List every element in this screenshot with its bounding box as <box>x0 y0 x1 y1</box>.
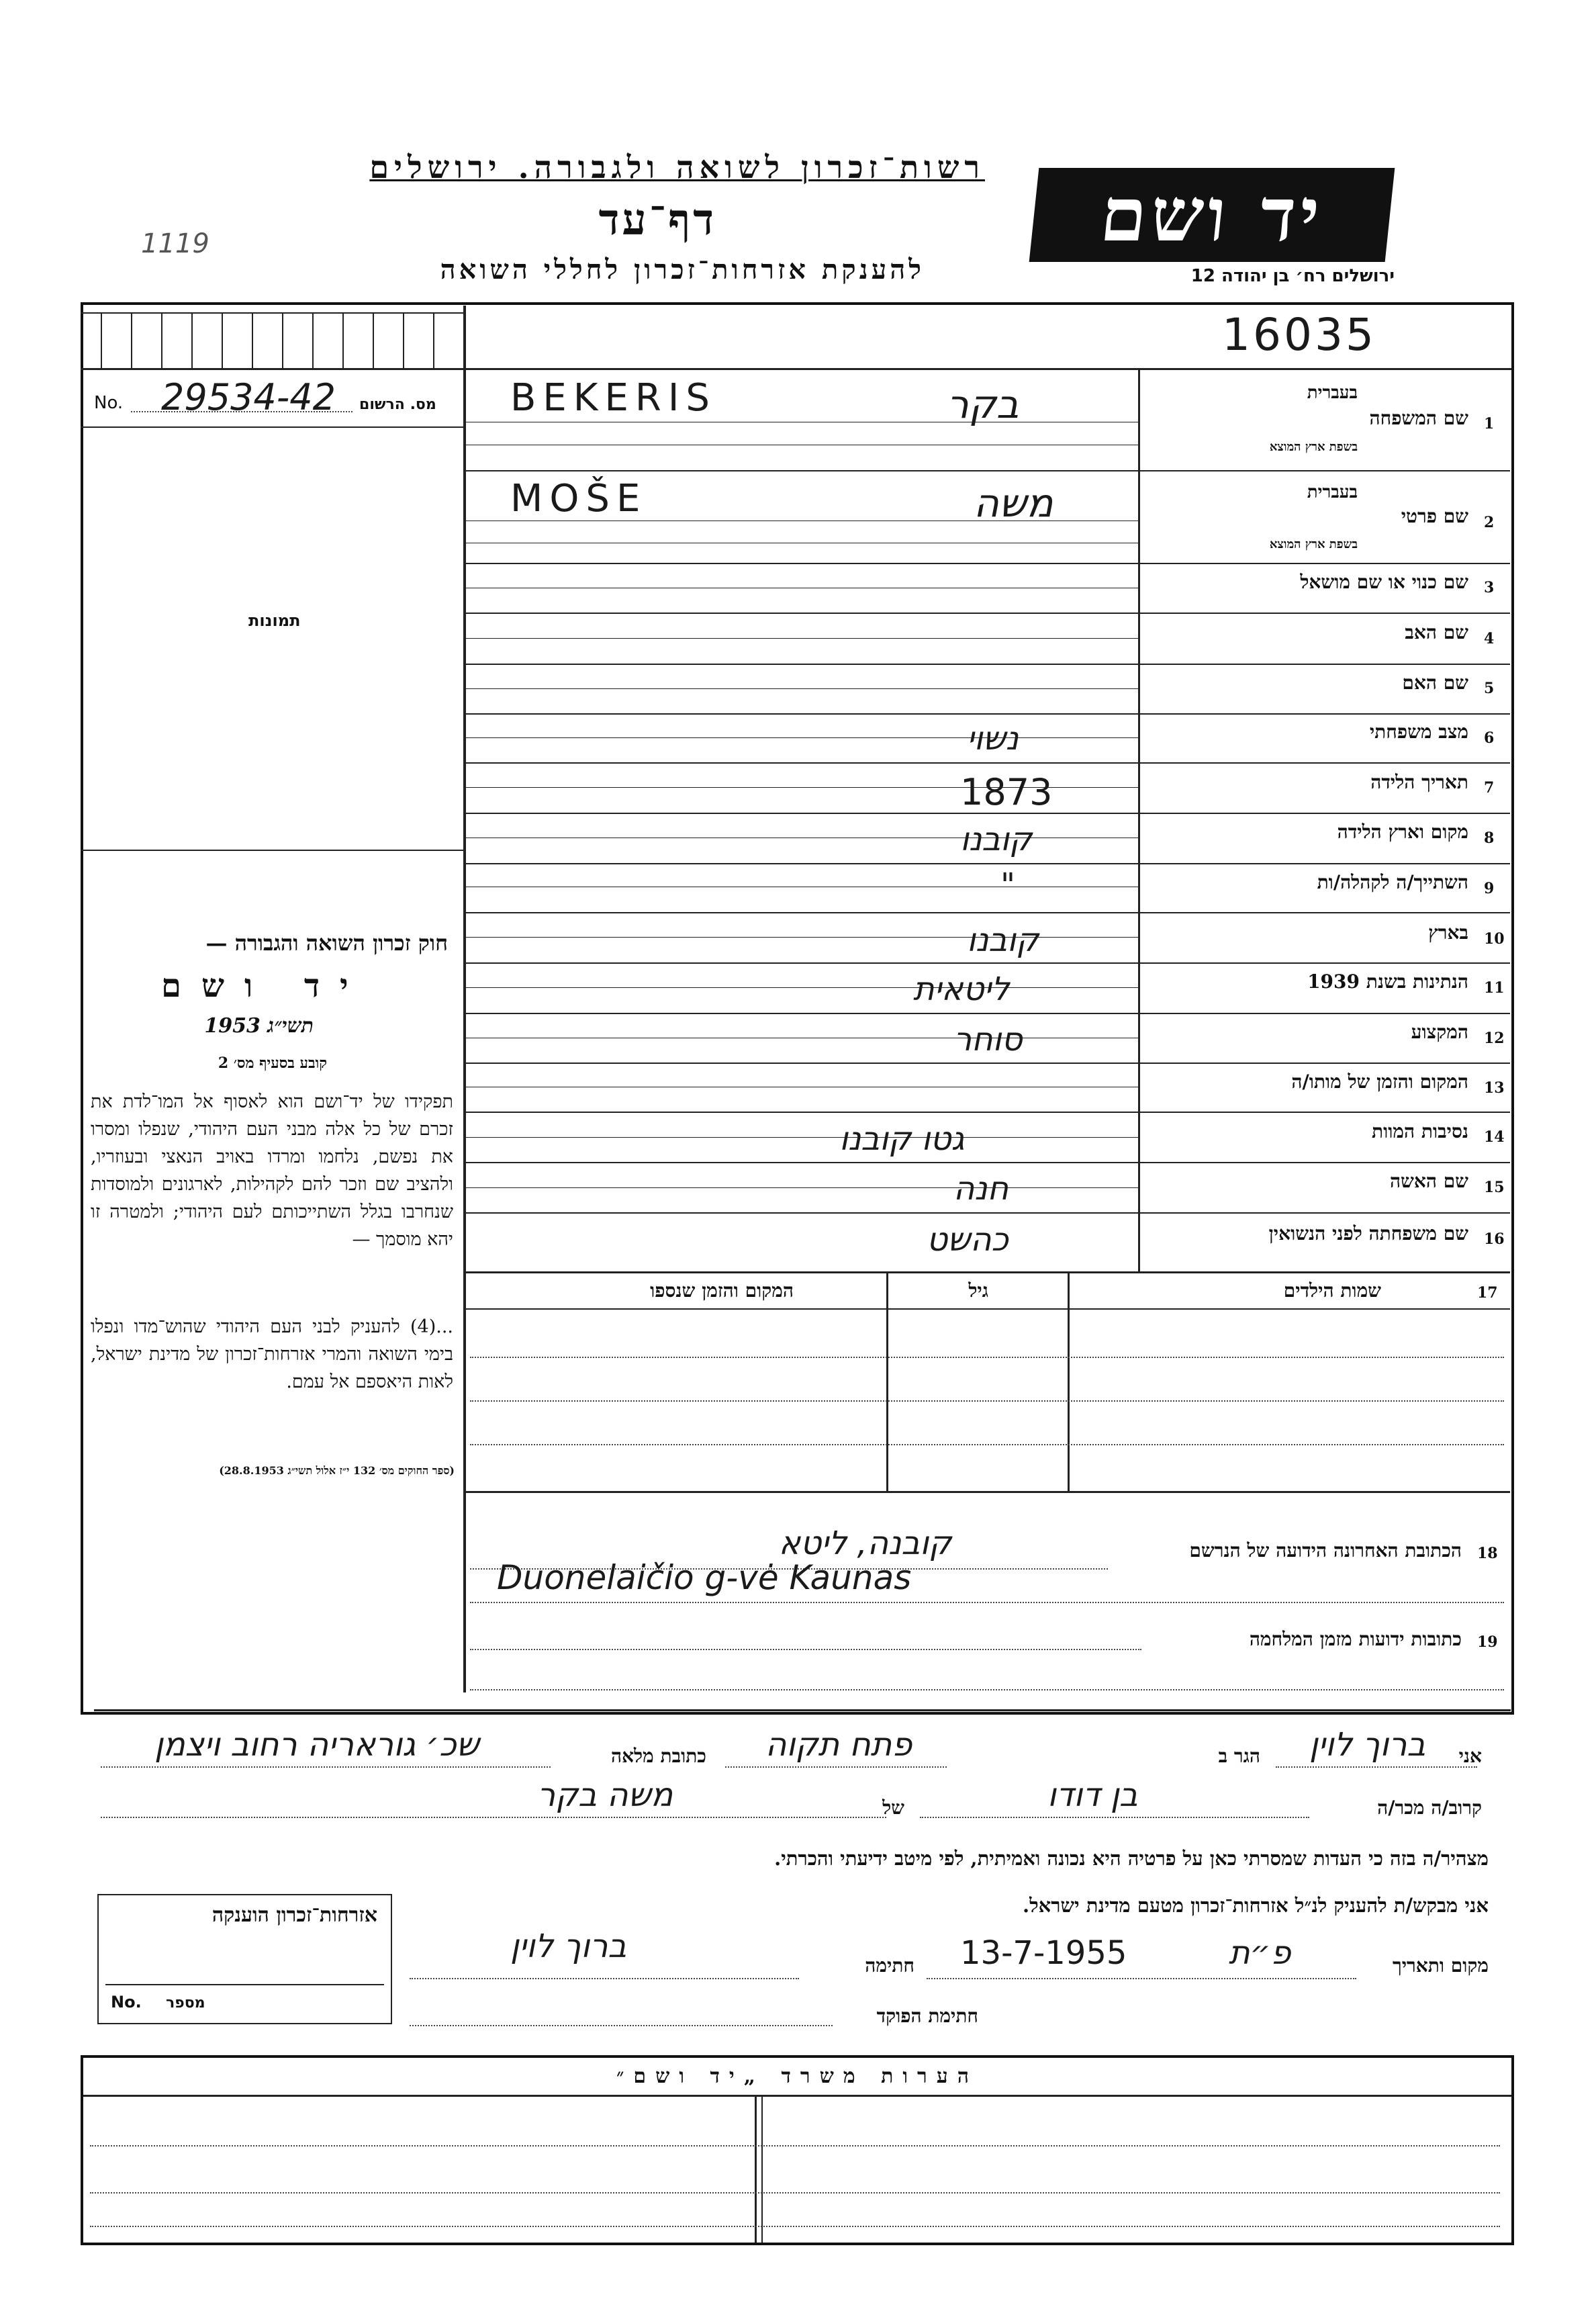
award-title: אזרחות־זכרון הוענקה <box>212 1903 377 1927</box>
field-number: 2 <box>1484 514 1495 531</box>
award-number-label: מספר <box>166 1995 205 2012</box>
field-number: 18 <box>1477 1545 1498 1562</box>
country-value: קובנו <box>967 921 1039 959</box>
wartime-address-label: כתובות ידועות מזמן המלחמה <box>1249 1628 1462 1650</box>
field-label-country: בארץ <box>1428 921 1468 944</box>
first-name-origin: MOŠE <box>510 477 647 521</box>
reg-no-label: No. <box>94 393 124 413</box>
award-box <box>97 1894 392 2024</box>
field-label-citizenship: הנתינות בשנת 1939 <box>1307 970 1468 993</box>
field-number: 4 <box>1484 630 1495 647</box>
office-remarks-title: הערות משרד „יד ושם״ <box>616 2065 979 2088</box>
law-title: חוק זכרון השואה והגבורה — <box>205 930 448 956</box>
declarant-signature: ברוך לוין <box>510 1928 627 1965</box>
law-name: יד ושם <box>161 967 369 1005</box>
place-value: פ״ת <box>1229 1934 1291 1972</box>
last-address-label: הכתובת האחרונה הידועה של הנרשם <box>1189 1539 1462 1562</box>
photo-label: תמונות <box>248 611 301 630</box>
field-sub-origin: בשפת ארץ המוצא <box>1269 440 1358 454</box>
field-number: 3 <box>1484 579 1495 596</box>
field-number: 16 <box>1484 1230 1505 1248</box>
family-name-hebrew: בקר <box>947 381 1019 427</box>
address-line: ירושלים רח׳ בן יהודה 12 <box>1190 266 1395 286</box>
family-name-origin: BEKERIS <box>510 376 716 420</box>
field-number: 6 <box>1484 729 1495 747</box>
field-number: 7 <box>1484 779 1495 797</box>
last-address-hebrew: קובנה, ליטא <box>779 1525 952 1562</box>
field-label-death-place-time: המקום והזמן של מותו/ה <box>1291 1071 1468 1093</box>
field-label-birthplace: מקום וארץ הלידה <box>1337 821 1468 843</box>
officer-signature-label: חתימת הפוקד <box>876 2005 978 2027</box>
field-number: 8 <box>1484 829 1495 847</box>
field-label: שם המשפחה <box>1369 407 1468 429</box>
reg-number-value: 29534-42 <box>161 376 336 418</box>
field-label-mother: שם האם <box>1402 672 1468 694</box>
children-age-header: גיל <box>968 1279 988 1302</box>
resides-label: הגר ב <box>1218 1745 1260 1767</box>
field-number: 12 <box>1484 1030 1505 1047</box>
full-address-value: שכ׳ גוראריה רחוב ויצמן <box>154 1726 479 1764</box>
first-name-hebrew: משה <box>974 480 1053 526</box>
wife-name-value: חנה <box>953 1170 1008 1208</box>
law-citation: (ספר החוקים מס׳ 132 י״ז אלול תשי״ג 28.8.1953) <box>219 1464 455 1477</box>
field-number: 1 <box>1484 415 1495 433</box>
relative-value: בן דודו <box>1047 1776 1138 1814</box>
side-mark: 1119 <box>141 228 209 259</box>
profession-value: סוחר <box>953 1021 1023 1058</box>
authority-title: רשות־זכרון לשואה ולגבורה. ירושלים <box>369 149 985 185</box>
declarant-name: ברוך לוין <box>1309 1726 1426 1764</box>
field-label-death-circumstances: נסיבות המוות <box>1372 1120 1468 1142</box>
law-paragraph-2: ...(4) להעניק לבני העם היהודי שהוש־מדו ונפלו בימי השואה והמרי אזרחות־זכרון של מדינת ישראל, לאות היאספם אל עמם. <box>91 1316 453 1392</box>
field-sub-hebrew: בעברית <box>1307 482 1358 502</box>
office-remarks-box <box>81 2055 1514 2245</box>
field-label: שם פרטי <box>1401 505 1468 527</box>
signature-label: חתימה <box>865 1954 914 1977</box>
yad-vashem-logo: יד ושם <box>1029 168 1395 262</box>
birth-place-value: קובנו <box>960 821 1033 858</box>
field-label-father: שם האב <box>1405 621 1468 643</box>
field-number: 13 <box>1484 1079 1505 1097</box>
field-label-birthdate: תאריך הלידה <box>1370 771 1468 793</box>
field-label-maiden-name: שם משפחתה לפני הנשואין <box>1268 1222 1468 1245</box>
field-number: 11 <box>1484 979 1505 997</box>
maiden-name-value: כהשט <box>927 1221 1008 1259</box>
community-value: " <box>1000 866 1016 904</box>
field-sub-hebrew: בעברית <box>1307 383 1358 403</box>
field-label-alias: שם כנוי או שם מושאל <box>1300 571 1468 593</box>
death-circumstances-value: גטו קובנו <box>839 1120 965 1158</box>
date-value: 13-7-1955 <box>960 1934 1127 1972</box>
field-label-profession: המקצוע <box>1411 1021 1468 1043</box>
law-year: תשי״ג 1953 <box>204 1014 314 1038</box>
field-number: 9 <box>1484 880 1495 897</box>
declaration-statement: מצהיר/ה בזה כי העדות שמסרתי כאן על פרטיה היא נכונה ואמיתית, לפי מיטב ידיעתי והכרתי. <box>774 1847 1489 1870</box>
form-title: דף־עד <box>598 195 716 245</box>
reg-label: מס. הרשום <box>359 396 436 413</box>
relative-label: קרוב/ה מכר/ה <box>1377 1797 1482 1819</box>
field-number: 19 <box>1477 1633 1498 1651</box>
law-paragraph-1: תפקידו של יד־ושם הוא לאסוף אל המו־לדת את זכרם של כל אלה מבני העם היהודי, שנפלו ומסרו את נפשם, נלחמו ומרדו באויב הנאצי ובעוזריו, ולהציב שם וזכר להם לקהילות, לארגונים ולמוסדות שנחרבו בגלל השתייכותם לעם היהודי; ולמטרה זו יהא מוסמך — <box>91 1091 453 1250</box>
field-label-marital: מצב משפחתי <box>1369 721 1468 743</box>
field-number: 14 <box>1484 1128 1505 1146</box>
children-names-header: שמות הילדים <box>1283 1279 1381 1302</box>
of-value: משה בקר <box>537 1776 673 1814</box>
field-label-community: השתייך/ה לקהלה/ות <box>1317 871 1468 893</box>
children-place-header: המקום והזמן שנספו <box>650 1279 794 1302</box>
full-address-label: כתובת מלאה <box>610 1745 706 1767</box>
field-number: 5 <box>1484 680 1495 697</box>
citizenship-value: ליטאית <box>913 970 1010 1008</box>
birth-date-value: 1873 <box>960 771 1053 813</box>
field-label-wife-name: שם האשה <box>1389 1170 1468 1192</box>
law-section: קובע בסעיף מס׳ 2 <box>218 1054 327 1072</box>
award-no-label: No. <box>111 1993 142 2012</box>
field-number: 10 <box>1484 930 1505 948</box>
field-number: 17 <box>1477 1284 1498 1302</box>
handwritten-number: 16035 <box>1222 309 1376 361</box>
field-sub-origin: בשפת ארץ המוצא <box>1269 537 1358 551</box>
resides-value: פתח תקוה <box>765 1726 912 1764</box>
main-frame <box>81 302 1514 1715</box>
declaration-request: אני מבקש/ת להעניק לנ״ל אזרחות־זכרון מטעם מדינת ישראל. <box>1023 1894 1489 1917</box>
place-date-label: מקום ותאריך <box>1392 1954 1489 1977</box>
declarant-label: אני <box>1458 1745 1482 1767</box>
last-address-latin: Duonelaičio g-vė Kaunas <box>497 1558 912 1597</box>
form-subtitle: להענקת אזרחות־זכרון לחללי השואה <box>440 254 925 285</box>
field-number: 15 <box>1484 1179 1505 1196</box>
of-label: של <box>882 1797 904 1819</box>
marital-status-value: נשוי <box>967 720 1019 758</box>
